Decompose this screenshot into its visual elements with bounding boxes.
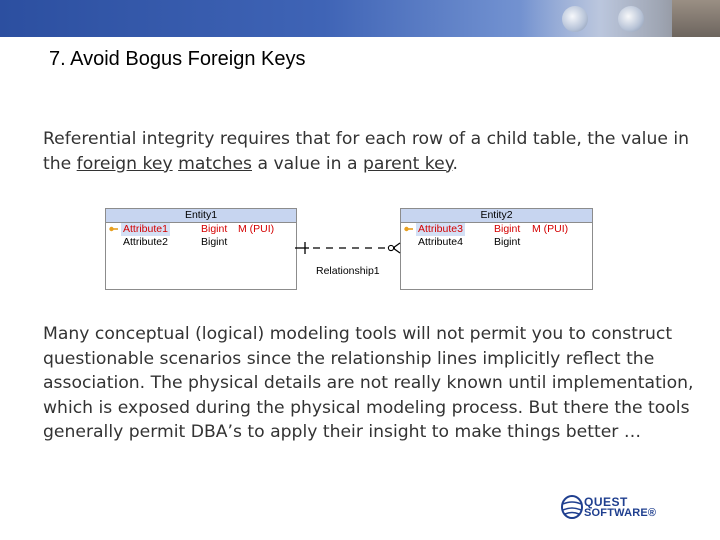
attribute-name: Attribute3 <box>418 223 463 235</box>
attribute-flags: M (PUI) <box>532 223 569 235</box>
entity1-attribute-row <box>106 223 296 236</box>
entity2-box <box>400 208 593 290</box>
entity1-title: Entity1 <box>106 209 296 223</box>
body-paragraph: Many conceptual (logical) modeling tools will not permit you to construct questionable scenarios since the relationship lines implicitly reflect the association. The physical details are not really known until implementation, which is exposed during the physical modeling process. But there the tools generally permit DBA’s to apply their insight to make things better … <box>43 324 694 442</box>
matches-term: matches <box>178 153 252 174</box>
entity1-attribute-row <box>106 236 296 249</box>
attribute-flags: M (PUI) <box>238 223 275 235</box>
attribute-type: Bigint <box>494 236 521 248</box>
entity2-attribute-row <box>401 236 592 249</box>
quest-logo-icon <box>560 494 584 520</box>
person-photo <box>672 0 720 37</box>
banner-photo-strip <box>520 0 720 37</box>
logo-wordmark-bottom: SOFTWARE® <box>584 507 657 519</box>
entity2-title: Entity2 <box>401 209 592 223</box>
attribute-name: Attribute2 <box>123 236 168 248</box>
attribute-name: Attribute4 <box>418 236 463 248</box>
intro-paragraph <box>43 127 693 176</box>
logo-wordmark-top: QUEST <box>584 495 628 509</box>
lightbulb-image <box>618 6 644 32</box>
attribute-name: Attribute1 <box>123 223 168 235</box>
slide-title: 7. Avoid Bogus Foreign Keys <box>49 48 306 70</box>
entity2-attribute-row <box>401 223 592 236</box>
primary-key-icon <box>404 226 413 232</box>
header-banner <box>0 0 720 37</box>
intro-text-2: a value in a <box>252 153 363 174</box>
primary-key-icon <box>109 226 118 232</box>
parent-key-term: parent key <box>363 153 453 174</box>
entity1-box <box>105 208 297 290</box>
relationship-line <box>295 236 401 256</box>
lightbulb-image <box>562 6 588 32</box>
attribute-type: Bigint <box>201 236 228 248</box>
foreign-key-term: foreign key <box>76 153 173 174</box>
attribute-type: Bigint <box>201 223 228 235</box>
intro-text: Referential integrity requires that for each row of a child table, the value in the <box>43 129 690 174</box>
relationship-label: Relationship1 <box>316 265 380 277</box>
intro-end: . <box>452 153 458 174</box>
attribute-type: Bigint <box>494 223 521 235</box>
